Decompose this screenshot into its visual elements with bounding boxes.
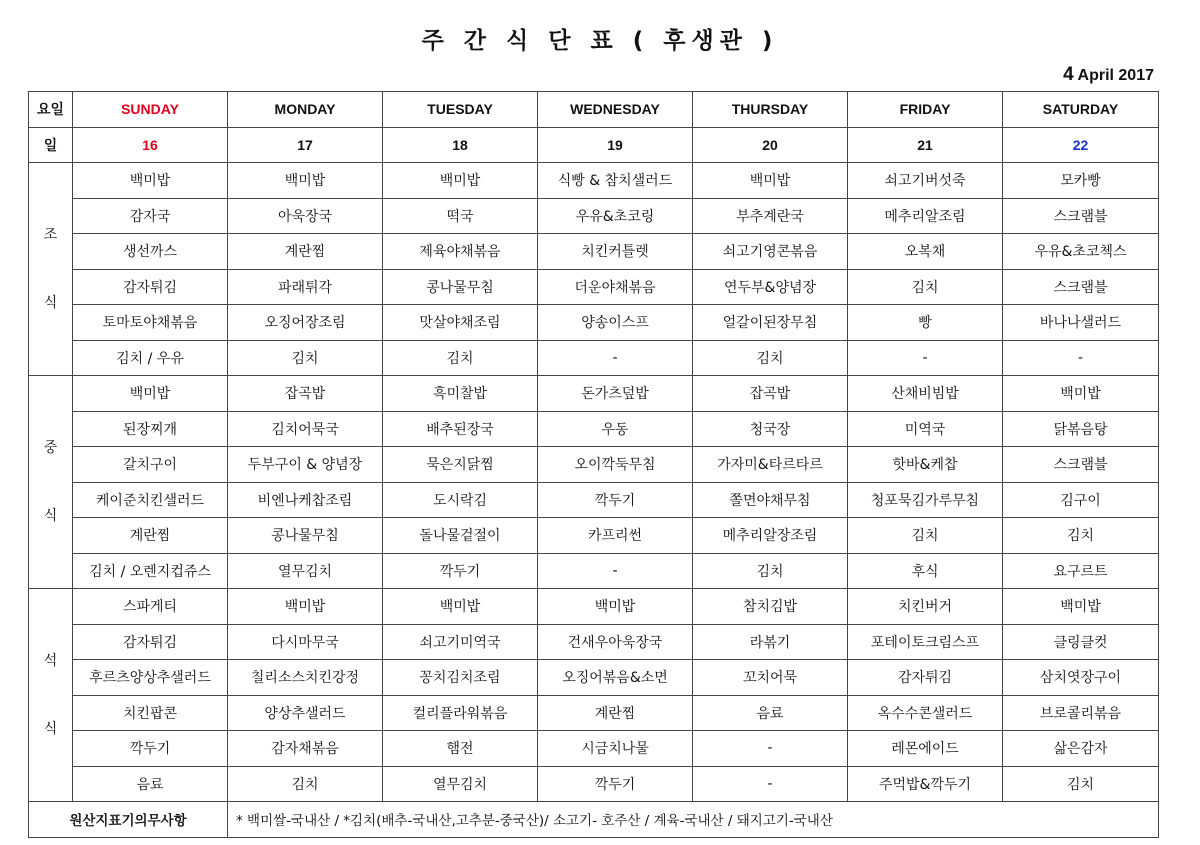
weekday-monday: MONDAY bbox=[228, 92, 383, 128]
menu-item: 모카빵 bbox=[1003, 163, 1159, 199]
date-row bbox=[29, 127, 1159, 163]
menu-item: 참치김밥 bbox=[693, 589, 848, 625]
menu-item: 삶은감자 bbox=[1003, 731, 1159, 767]
menu-row bbox=[29, 660, 1159, 696]
menu-item: 주먹밥&깍두기 bbox=[848, 766, 1003, 802]
menu-item: 닭볶음탕 bbox=[1003, 411, 1159, 447]
menu-item: 더운야채볶음 bbox=[538, 269, 693, 305]
menu-item: 백미밥 bbox=[228, 589, 383, 625]
menu-item: 포테이토크림스프 bbox=[848, 624, 1003, 660]
menu-item: 요구르트 bbox=[1003, 553, 1159, 589]
menu-item: 백미밥 bbox=[1003, 376, 1159, 412]
menu-item: 비엔나케찹조림 bbox=[228, 482, 383, 518]
menu-item: 아욱장국 bbox=[228, 198, 383, 234]
date-month-year: April 2017 bbox=[1077, 67, 1154, 84]
menu-item: - bbox=[1003, 340, 1159, 376]
date-cell: 16 bbox=[73, 127, 228, 163]
menu-item: 백미밥 bbox=[1003, 589, 1159, 625]
menu-item: 백미밥 bbox=[228, 163, 383, 199]
meal-label-top: 조 bbox=[43, 227, 58, 243]
menu-item: 열무김치 bbox=[228, 553, 383, 589]
menu-item: 백미밥 bbox=[538, 589, 693, 625]
menu-item: - bbox=[538, 553, 693, 589]
menu-item: 오징어장조림 bbox=[228, 305, 383, 341]
menu-row bbox=[29, 589, 1159, 625]
menu-item: 꼬치어묵 bbox=[693, 660, 848, 696]
menu-item: 라볶기 bbox=[693, 624, 848, 660]
menu-item: 쇠고기미역국 bbox=[383, 624, 538, 660]
menu-item: 백미밥 bbox=[383, 589, 538, 625]
menu-item: 빵 bbox=[848, 305, 1003, 341]
meal-label-bottom: 식 bbox=[43, 295, 58, 311]
menu-item: 청국장 bbox=[693, 411, 848, 447]
menu-item: 김구이 bbox=[1003, 482, 1159, 518]
menu-item: 꽁치김치조림 bbox=[383, 660, 538, 696]
menu-item: 도시락김 bbox=[383, 482, 538, 518]
menu-row bbox=[29, 731, 1159, 767]
menu-item: 파래튀각 bbox=[228, 269, 383, 305]
menu-item: 후식 bbox=[848, 553, 1003, 589]
menu-item: 떡국 bbox=[383, 198, 538, 234]
menu-row bbox=[29, 163, 1159, 199]
menu-item: 콩나물무침 bbox=[228, 518, 383, 554]
menu-item: 오이깍둑무침 bbox=[538, 447, 693, 483]
menu-item: 케이준치킨샐러드 bbox=[73, 482, 228, 518]
menu-item: 음료 bbox=[693, 695, 848, 731]
meal-label-top: 중 bbox=[43, 440, 58, 456]
menu-row bbox=[29, 553, 1159, 589]
menu-item: 햄전 bbox=[383, 731, 538, 767]
weekday-tuesday: TUESDAY bbox=[383, 92, 538, 128]
origin-row bbox=[29, 802, 1159, 838]
menu-item: 치킨팝콘 bbox=[73, 695, 228, 731]
menu-item: 김치 bbox=[693, 553, 848, 589]
menu-row bbox=[29, 269, 1159, 305]
menu-item: 치킨버거 bbox=[848, 589, 1003, 625]
weekday-wednesday: WEDNESDAY bbox=[538, 92, 693, 128]
menu-item: 배추된장국 bbox=[383, 411, 538, 447]
menu-item: 백미밥 bbox=[383, 163, 538, 199]
menu-item: 열무김치 bbox=[383, 766, 538, 802]
menu-item: 백미밥 bbox=[693, 163, 848, 199]
menu-item: 쇠고기버섯죽 bbox=[848, 163, 1003, 199]
weekday-thursday: THURSDAY bbox=[693, 92, 848, 128]
menu-item: 음료 bbox=[73, 766, 228, 802]
menu-item: 맛살야채조림 bbox=[383, 305, 538, 341]
menu-item: 백미밥 bbox=[73, 376, 228, 412]
menu-item: 산채비빔밥 bbox=[848, 376, 1003, 412]
menu-row bbox=[29, 518, 1159, 554]
menu-item: 감자국 bbox=[73, 198, 228, 234]
menu-item: 후르츠양상추샐러드 bbox=[73, 660, 228, 696]
meal-label-bottom: 식 bbox=[43, 508, 58, 524]
origin-label: 원산지표기의무사항 bbox=[29, 802, 228, 838]
menu-item: 갈치구이 bbox=[73, 447, 228, 483]
menu-row bbox=[29, 305, 1159, 341]
menu-item: 토마토야채볶음 bbox=[73, 305, 228, 341]
menu-item: 감자튀김 bbox=[73, 269, 228, 305]
menu-item: 클링클컷 bbox=[1003, 624, 1159, 660]
menu-item: 백미밥 bbox=[73, 163, 228, 199]
menu-row bbox=[29, 766, 1159, 802]
menu-row bbox=[29, 411, 1159, 447]
menu-item: 감자튀김 bbox=[848, 660, 1003, 696]
menu-item: 부추계란국 bbox=[693, 198, 848, 234]
menu-row bbox=[29, 695, 1159, 731]
menu-item: 김치어묵국 bbox=[228, 411, 383, 447]
menu-row bbox=[29, 482, 1159, 518]
menu-item: 스크램블 bbox=[1003, 447, 1159, 483]
menu-item: 생선까스 bbox=[73, 234, 228, 270]
menu-item: 컬리플라워볶음 bbox=[383, 695, 538, 731]
weekday-sunday: SUNDAY bbox=[73, 92, 228, 128]
menu-item: - bbox=[693, 731, 848, 767]
menu-item: 김치 / 우유 bbox=[73, 340, 228, 376]
menu-item: 식빵 & 참치샐러드 bbox=[538, 163, 693, 199]
menu-item: 김치 bbox=[693, 340, 848, 376]
menu-item: 흑미찰밥 bbox=[383, 376, 538, 412]
origin-text: * 백미쌀-국내산 / *김치(배추-국내산,고추분-중국산)/ 소고기- 호주산 / 계육-국내산 / 돼지고기-국내산 bbox=[228, 802, 1159, 838]
menu-item: 우유&초코첵스 bbox=[1003, 234, 1159, 270]
menu-item: 연두부&양념장 bbox=[693, 269, 848, 305]
menu-item: 잡곡밥 bbox=[228, 376, 383, 412]
menu-item: 양상추샐러드 bbox=[228, 695, 383, 731]
menu-item: 양송이스프 bbox=[538, 305, 693, 341]
menu-item: 스크램블 bbox=[1003, 198, 1159, 234]
menu-item: 청포묵김가루무침 bbox=[848, 482, 1003, 518]
menu-item: 메추리알장조림 bbox=[693, 518, 848, 554]
menu-item: - bbox=[693, 766, 848, 802]
date-cell: 19 bbox=[538, 127, 693, 163]
weekday-label: 요일 bbox=[29, 92, 73, 128]
menu-item: 레몬에이드 bbox=[848, 731, 1003, 767]
menu-item: 우유&초코링 bbox=[538, 198, 693, 234]
menu-item: 가자미&타르타르 bbox=[693, 447, 848, 483]
menu-item: 핫바&케찹 bbox=[848, 447, 1003, 483]
meal-label-top: 석 bbox=[43, 653, 58, 669]
menu-item: 김치 bbox=[1003, 518, 1159, 554]
menu-item: 계란찜 bbox=[538, 695, 693, 731]
date-day: 4 bbox=[1063, 64, 1074, 85]
menu-item: 우동 bbox=[538, 411, 693, 447]
menu-item: 묵은지닭찜 bbox=[383, 447, 538, 483]
date-cell: 22 bbox=[1003, 127, 1159, 163]
menu-item: 카프리썬 bbox=[538, 518, 693, 554]
menu-item: 계란찜 bbox=[228, 234, 383, 270]
menu-table bbox=[28, 91, 1159, 838]
weekday-friday: FRIDAY bbox=[848, 92, 1003, 128]
menu-row bbox=[29, 624, 1159, 660]
menu-item: 김치 bbox=[228, 340, 383, 376]
menu-item: 김치 bbox=[1003, 766, 1159, 802]
menu-item: 쇠고기영콘볶음 bbox=[693, 234, 848, 270]
meal-label-bottom: 식 bbox=[43, 721, 58, 737]
menu-item: 돌나물겉절이 bbox=[383, 518, 538, 554]
menu-item: 치킨커틀렛 bbox=[538, 234, 693, 270]
menu-item: - bbox=[538, 340, 693, 376]
menu-item: 건새우아욱장국 bbox=[538, 624, 693, 660]
page-title: 주 간 식 단 표 ( 후생관 ) bbox=[421, 28, 779, 54]
menu-item: 옥수수콘샐러드 bbox=[848, 695, 1003, 731]
menu-item: 김치 / 오렌지컵쥬스 bbox=[73, 553, 228, 589]
menu-row bbox=[29, 234, 1159, 270]
menu-item: 시금치나물 bbox=[538, 731, 693, 767]
menu-item: 김치 bbox=[848, 269, 1003, 305]
menu-item: 콩나물무침 bbox=[383, 269, 538, 305]
menu-item: 김치 bbox=[228, 766, 383, 802]
menu-item: 칠리소스치킨강정 bbox=[228, 660, 383, 696]
date-label: 일 bbox=[29, 127, 73, 163]
menu-item: 깍두기 bbox=[538, 482, 693, 518]
menu-item: 오징어볶음&소면 bbox=[538, 660, 693, 696]
menu-item: - bbox=[848, 340, 1003, 376]
menu-item: 두부구이 & 양념장 bbox=[228, 447, 383, 483]
menu-item: 스파게티 bbox=[73, 589, 228, 625]
meal-label bbox=[29, 376, 73, 589]
date-cell: 18 bbox=[383, 127, 538, 163]
menu-row bbox=[29, 340, 1159, 376]
date-cell: 17 bbox=[228, 127, 383, 163]
menu-item: 돈가츠덮밥 bbox=[538, 376, 693, 412]
menu-item: 감자채볶음 bbox=[228, 731, 383, 767]
menu-item: 얼갈이된장무침 bbox=[693, 305, 848, 341]
menu-item: 깍두기 bbox=[538, 766, 693, 802]
menu-item: 감자튀김 bbox=[73, 624, 228, 660]
menu-item: 제육야채볶음 bbox=[383, 234, 538, 270]
menu-item: 다시마무국 bbox=[228, 624, 383, 660]
menu-item: 깍두기 bbox=[73, 731, 228, 767]
menu-item: 메추리알조림 bbox=[848, 198, 1003, 234]
menu-item: 김치 bbox=[848, 518, 1003, 554]
menu-item: 깍두기 bbox=[383, 553, 538, 589]
weekday-saturday: SATURDAY bbox=[1003, 92, 1159, 128]
menu-row bbox=[29, 198, 1159, 234]
menu-row bbox=[29, 376, 1159, 412]
menu-item: 오복채 bbox=[848, 234, 1003, 270]
menu-item: 스크램블 bbox=[1003, 269, 1159, 305]
meal-label bbox=[29, 163, 73, 376]
meal-label bbox=[29, 589, 73, 802]
date-line bbox=[1063, 64, 1154, 86]
date-cell: 20 bbox=[693, 127, 848, 163]
menu-item: 삼치엿장구이 bbox=[1003, 660, 1159, 696]
date-cell: 21 bbox=[848, 127, 1003, 163]
menu-item: 브로콜리볶음 bbox=[1003, 695, 1159, 731]
menu-item: 미역국 bbox=[848, 411, 1003, 447]
weekday-row bbox=[29, 92, 1159, 128]
menu-item: 된장찌개 bbox=[73, 411, 228, 447]
menu-row bbox=[29, 447, 1159, 483]
menu-item: 쫄면야채무침 bbox=[693, 482, 848, 518]
menu-item: 김치 bbox=[383, 340, 538, 376]
menu-item: 잡곡밥 bbox=[693, 376, 848, 412]
menu-item: 바나나샐러드 bbox=[1003, 305, 1159, 341]
menu-item: 계란찜 bbox=[73, 518, 228, 554]
